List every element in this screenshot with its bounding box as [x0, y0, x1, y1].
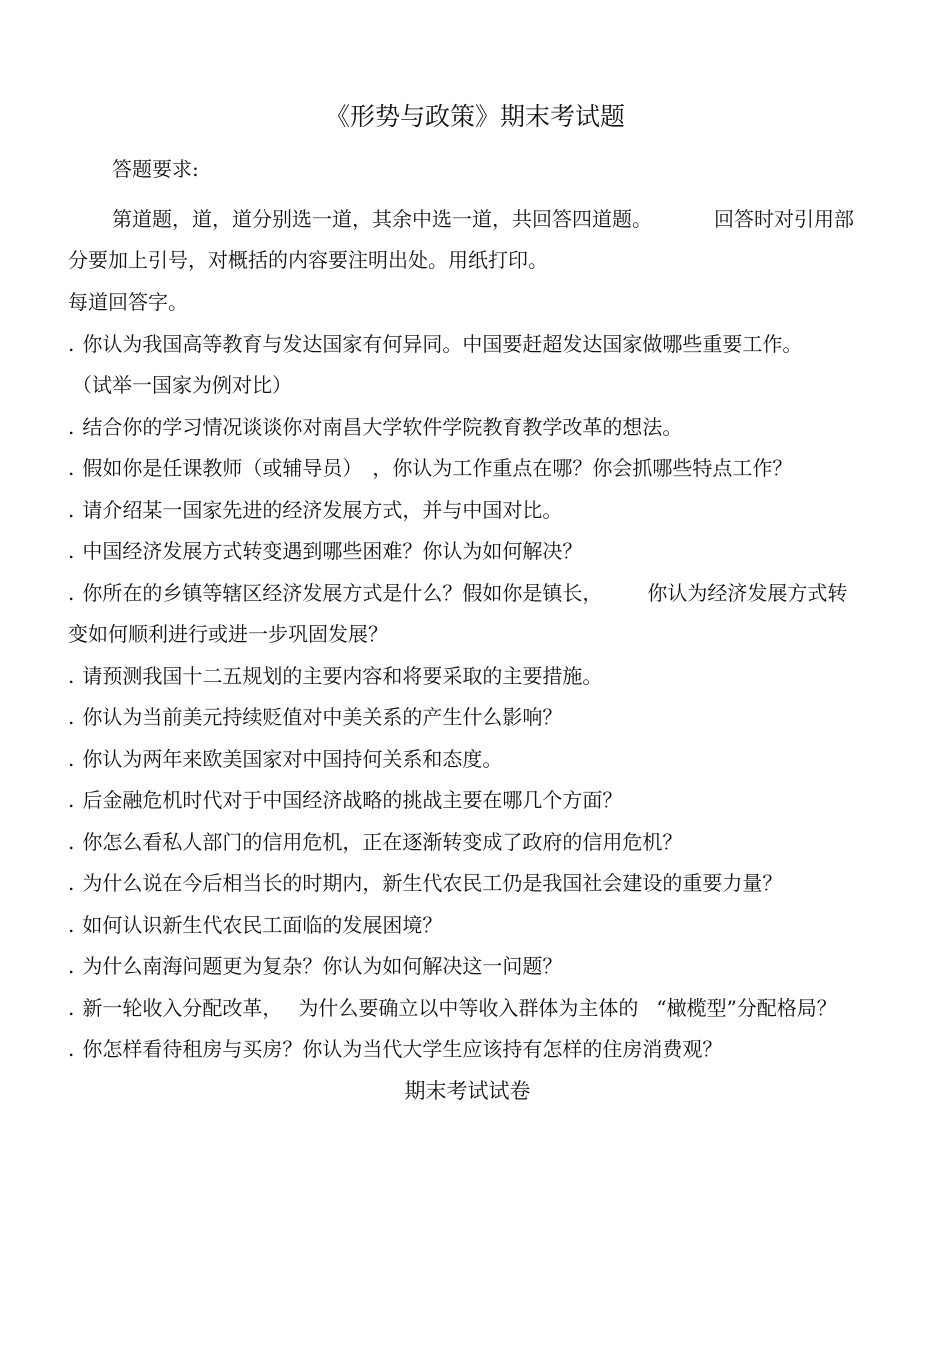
question-text: 你认为我国高等教育与发达国家有何异同。中国要赶超发达国家做哪些重要工作。	[82, 332, 803, 356]
question-text: 中国经济发展方式转变遇到哪些困难？你认为如何解决？	[82, 539, 583, 563]
question-prefix: .	[68, 913, 75, 937]
question-text: 你认为两年来欧美国家对中国持何关系和态度。	[82, 747, 503, 771]
question-text: 请预测我国十二五规划的主要内容和将要采取的主要措施。	[82, 664, 603, 688]
question-text: 你怎么看私人部门的信用危机，正在逐渐转变成了政府的信用危机？	[82, 830, 683, 854]
question-item	[68, 746, 502, 772]
question-prefix: .	[68, 664, 75, 688]
question-text: 你认为当前美元持续贬值对中美关系的产生什么影响？	[82, 705, 563, 729]
question-text: 你怎样看待租房与买房？你认为当代大学生应该持有怎样的住房消费观？	[82, 1037, 723, 1061]
requirements-line-1-part-1: 第道题，道，道分别选一道，其余中选一道，共回答四道题。	[112, 207, 652, 231]
question-item	[68, 414, 682, 440]
question-item	[68, 580, 847, 606]
question-text: 假如你是任课教师（或辅导员） ，你认为工作重点在哪？你会抓哪些特点工作？	[82, 456, 793, 480]
question-item	[68, 912, 442, 938]
question-prefix: .	[68, 456, 75, 480]
question-item	[68, 538, 582, 564]
question-continuation: （试举一国家为例对比）	[72, 373, 292, 397]
question-prefix: .	[68, 581, 75, 605]
question-text-part-2: 为什么要确立以中等收入群体为主体的	[298, 996, 639, 1020]
question-prefix: .	[68, 332, 75, 356]
requirements-line-2: 分要加上引号，对概括的内容要注明出处。用纸打印。	[68, 248, 548, 272]
question-text-part-1: 你所在的乡镇等辖区经济发展方式是什么？假如你是镇长，	[82, 581, 603, 605]
requirements-line-1-part-2: 回答时对引用部	[714, 207, 854, 231]
question-prefix: .	[68, 996, 75, 1020]
requirements-heading: 答题要求:	[112, 157, 199, 181]
question-item	[68, 1036, 722, 1062]
requirements-line-3: 每道回答字。	[68, 290, 188, 314]
question-item	[68, 995, 837, 1021]
question-text-part-2: 你认为经济发展方式转	[647, 581, 848, 605]
question-item	[68, 870, 782, 896]
question-prefix: .	[68, 954, 75, 978]
question-text: 结合你的学习情况谈谈你对南昌大学软件学院教育教学改革的想法。	[82, 415, 683, 439]
question-item	[68, 953, 562, 979]
question-item	[68, 704, 562, 730]
question-item	[68, 455, 792, 481]
question-text: 为什么南海问题更为复杂？你认为如何解决这一问题？	[82, 954, 563, 978]
question-text: 为什么说在今后相当长的时期内，新生代农民工仍是我国社会建设的重要力量？	[82, 871, 783, 895]
question-text: 后金融危机时代对于中国经济战略的挑战主要在哪几个方面？	[82, 788, 623, 812]
question-prefix: .	[68, 1037, 75, 1061]
question-text: 请介绍某一国家先进的经济发展方式，并与中国对比。	[82, 498, 563, 522]
question-item	[68, 829, 682, 855]
question-continuation: 变如何顺利进行或进一步巩固发展？	[68, 622, 388, 646]
question-item	[68, 663, 602, 689]
question-text-part-3: “橄榄型”分配格局？	[656, 996, 837, 1020]
question-text: 如何认识新生代农民工面临的发展困境？	[82, 913, 443, 937]
question-prefix: .	[68, 498, 75, 522]
question-prefix: .	[68, 871, 75, 895]
page-title: 《形势与政策》期末考试题	[324, 102, 625, 131]
question-prefix: .	[68, 747, 75, 771]
requirements-line-1	[112, 206, 854, 232]
question-prefix: .	[68, 415, 75, 439]
question-item	[68, 497, 562, 523]
question-prefix: .	[68, 539, 75, 563]
footer-title: 期末考试试卷	[404, 1079, 531, 1103]
question-text-part-1: 新一轮收入分配改革，	[82, 996, 283, 1020]
question-prefix: .	[68, 830, 75, 854]
question-item	[68, 787, 622, 813]
question-item	[68, 331, 802, 357]
question-prefix: .	[68, 788, 75, 812]
question-prefix: .	[68, 705, 75, 729]
